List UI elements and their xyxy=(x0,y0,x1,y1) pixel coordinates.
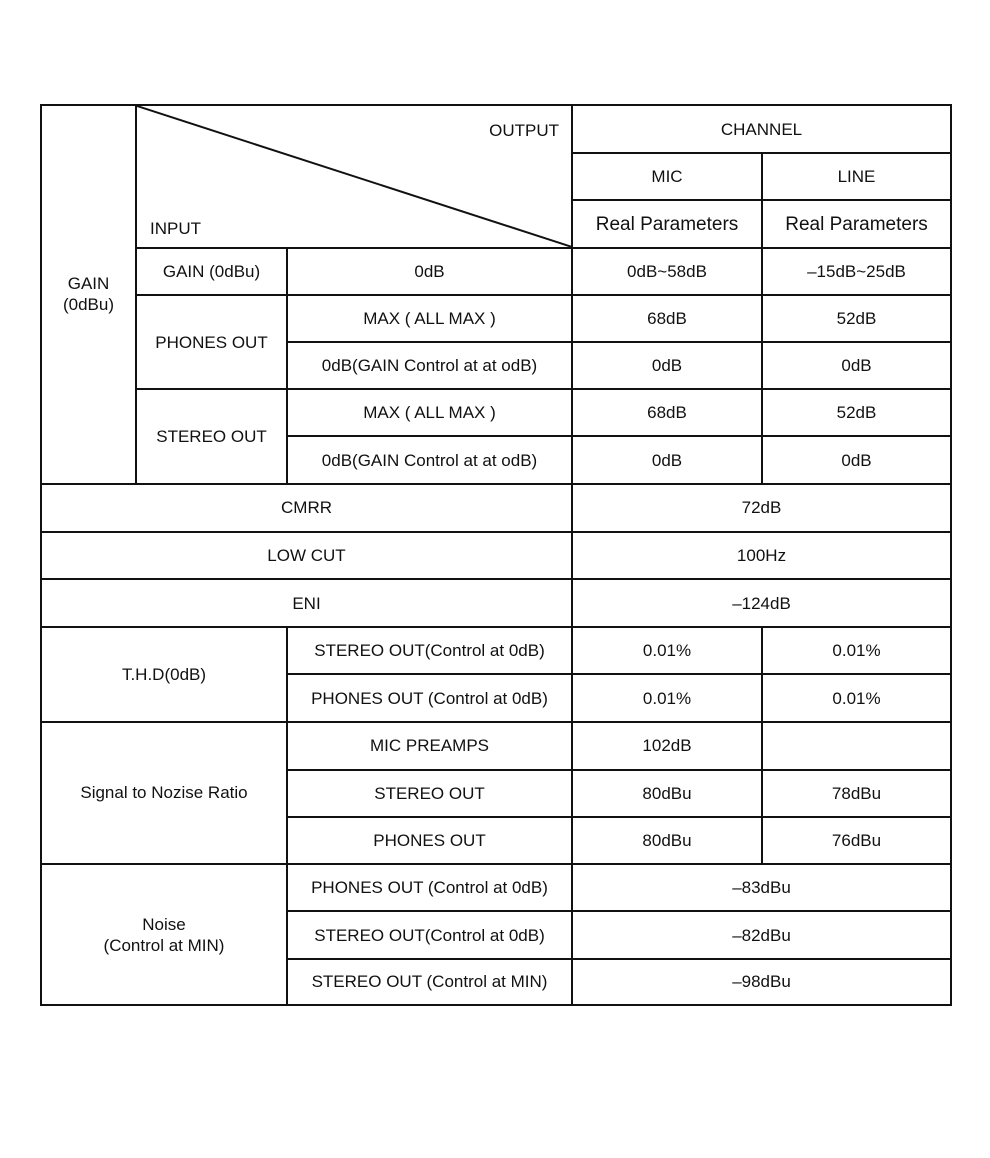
phones-out-row-max xyxy=(41,295,951,342)
mic-header: MIC xyxy=(572,153,762,200)
noise-label-line1: Noise xyxy=(142,914,186,934)
snr-mic-preamps-mic: 102dB xyxy=(572,722,762,770)
noise-phones-cond: PHONES OUT (Control at 0dB) xyxy=(287,864,572,911)
header-row-channel xyxy=(41,105,951,153)
gain-row-cond: 0dB xyxy=(287,248,572,295)
gain-row-label: GAIN (0dBu) xyxy=(136,248,287,295)
stereo-out-label: STEREO OUT xyxy=(136,389,287,483)
eni-value: –124dB xyxy=(572,579,951,627)
phones-out-max-cond: MAX ( ALL MAX ) xyxy=(287,295,572,342)
noise-stereo-min-cond: STEREO OUT (Control at MIN) xyxy=(287,959,572,1005)
phones-out-0db-cond: 0dB(GAIN Control at at odB) xyxy=(287,342,572,389)
thd-stereo-mic: 0.01% xyxy=(572,627,762,674)
cmrr-row xyxy=(41,484,951,532)
thd-phones-line: 0.01% xyxy=(762,674,951,721)
snr-phones-out-line: 76dBu xyxy=(762,817,951,864)
snr-phones-out-mic: 80dBu xyxy=(572,817,762,864)
noise-label-line2: (Control at MIN) xyxy=(103,935,225,955)
thd-stereo-line: 0.01% xyxy=(762,627,951,674)
line-header: LINE xyxy=(762,153,951,200)
stereo-out-max-cond: MAX ( ALL MAX ) xyxy=(287,389,572,436)
snr-row-mic-preamps xyxy=(41,722,951,770)
noise-stereo-0db-value: –82dBu xyxy=(572,911,951,958)
stereo-out-max-mic: 68dB xyxy=(572,389,762,436)
snr-stereo-out-mic: 80dBu xyxy=(572,770,762,817)
noise-stereo-min-value: –98dBu xyxy=(572,959,951,1005)
gain-row-mic: 0dB~58dB xyxy=(572,248,762,295)
low-cut-label: LOW CUT xyxy=(41,532,572,579)
cmrr-value: 72dB xyxy=(572,484,951,532)
thd-phones-mic: 0.01% xyxy=(572,674,762,721)
stereo-out-max-line: 52dB xyxy=(762,389,951,436)
gain-group-label xyxy=(41,105,136,484)
stereo-out-0db-cond: 0dB(GAIN Control at at odB) xyxy=(287,436,572,483)
snr-label: Signal to Nozise Ratio xyxy=(41,722,287,865)
output-label: OUTPUT xyxy=(489,121,559,140)
spec-table xyxy=(40,104,952,1006)
gain-group-line2: (0dBu) xyxy=(62,295,115,315)
thd-row-stereo xyxy=(41,627,951,674)
input-label: INPUT xyxy=(150,218,201,238)
noise-phones-value: –83dBu xyxy=(572,864,951,911)
phones-out-label: PHONES OUT xyxy=(136,295,287,389)
snr-stereo-out-line: 78dBu xyxy=(762,770,951,817)
thd-stereo-cond: STEREO OUT(Control at 0dB) xyxy=(287,627,572,674)
gain-row xyxy=(41,248,951,295)
thd-phones-cond: PHONES OUT (Control at 0dB) xyxy=(287,674,572,721)
phones-out-max-line: 52dB xyxy=(762,295,951,342)
snr-stereo-out-cond: STEREO OUT xyxy=(287,770,572,817)
stereo-out-0db-line: 0dB xyxy=(762,436,951,483)
eni-row xyxy=(41,579,951,627)
real-params-line: Real Parameters xyxy=(762,200,951,247)
noise-label xyxy=(41,864,287,1005)
noise-stereo-0db-cond: STEREO OUT(Control at 0dB) xyxy=(287,911,572,958)
stereo-out-row-max xyxy=(41,389,951,436)
stereo-out-0db-mic: 0dB xyxy=(572,436,762,483)
snr-mic-preamps-cond: MIC PREAMPS xyxy=(287,722,572,770)
gain-group-line1: GAIN xyxy=(67,274,110,294)
noise-row-phones xyxy=(41,864,951,911)
gain-row-line: –15dB~25dB xyxy=(762,248,951,295)
eni-label: ENI xyxy=(41,579,572,627)
output-input-header xyxy=(136,105,572,248)
channel-header: CHANNEL xyxy=(572,105,951,153)
snr-mic-preamps-line xyxy=(762,722,951,770)
snr-phones-out-cond: PHONES OUT xyxy=(287,817,572,864)
real-params-mic: Real Parameters xyxy=(572,200,762,247)
phones-out-max-mic: 68dB xyxy=(572,295,762,342)
low-cut-row xyxy=(41,532,951,579)
low-cut-value: 100Hz xyxy=(572,532,951,579)
phones-out-0db-mic: 0dB xyxy=(572,342,762,389)
phones-out-0db-line: 0dB xyxy=(762,342,951,389)
cmrr-label: CMRR xyxy=(41,484,572,532)
thd-label: T.H.D(0dB) xyxy=(41,627,287,721)
